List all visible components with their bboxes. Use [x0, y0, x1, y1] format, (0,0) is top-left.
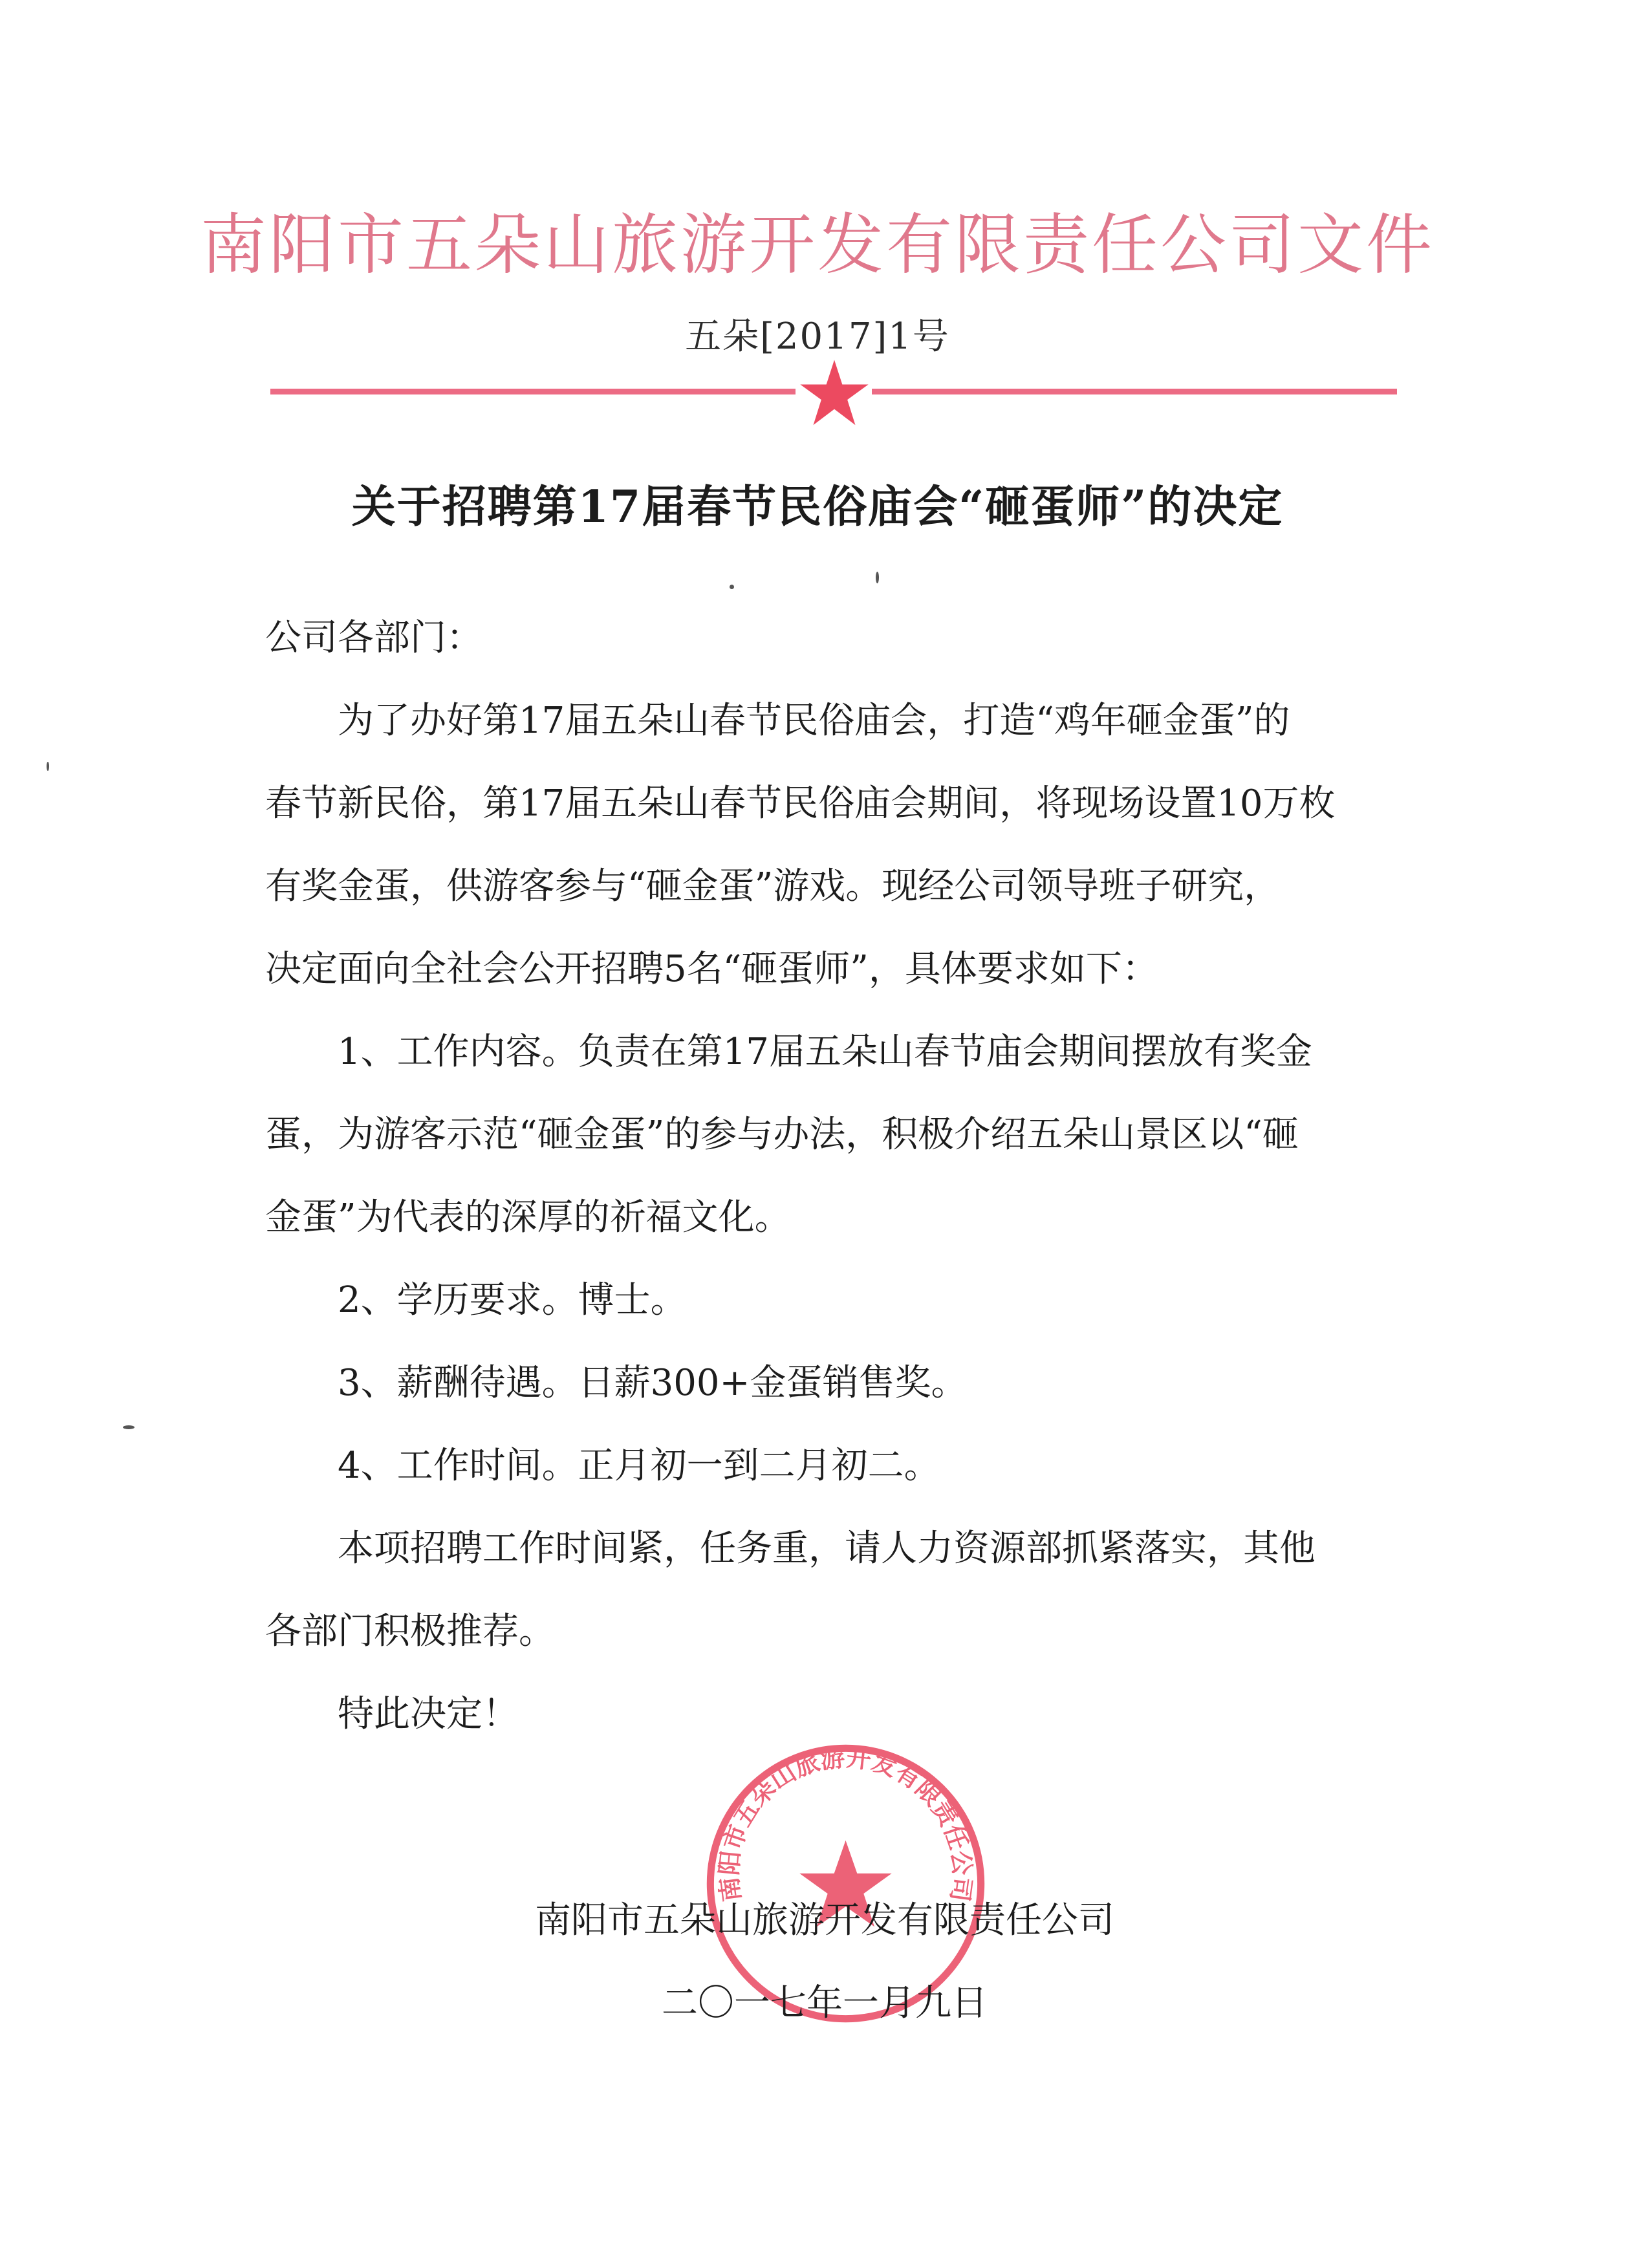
paragraph-line: 有奖金蛋，供游客参与“砸金蛋”游戏。现经公司领导班子研究， — [265, 865, 1281, 907]
document-number: 五朵[2017]1号 — [685, 316, 950, 358]
paragraph-line: 决定面向全社会公开招聘5名“砸蛋师”，具体要求如下： — [265, 948, 1158, 990]
item-line: 4、工作时间。正月初一到二月初二。 — [338, 1445, 940, 1487]
document-body — [265, 597, 1391, 1756]
salutation: 公司各部门： — [265, 617, 482, 659]
item-line: 3、薪酬待遇。日薪300+金蛋销售奖。 — [338, 1362, 968, 1404]
scan-speck — [47, 762, 49, 771]
paragraph-line: 春节新民俗，第17届五朵山春节民俗庙会期间，将现场设置10万枚 — [265, 783, 1336, 825]
item-line: 2、学历要求。博士。 — [338, 1279, 687, 1321]
signature-block — [511, 1879, 1138, 2045]
closing-line: 本项招聘工作时间紧，任务重，请人力资源部抓紧落实，其他 — [338, 1528, 1316, 1570]
red-rule-left — [270, 389, 796, 394]
paragraph-line: 为了办好第17届五朵山春节民俗庙会，打造“鸡年砸金蛋”的 — [338, 700, 1290, 742]
decision-line: 特此决定！ — [338, 1693, 519, 1735]
scan-speck — [876, 572, 879, 583]
item-line: 金蛋”为代表的深厚的祈福文化。 — [265, 1196, 791, 1238]
item-line: 蛋，为游客示范“砸金蛋”的参与办法，积极介绍五朵山景区以“砸 — [265, 1114, 1299, 1156]
signature-date: 二〇一七年一月九日 — [662, 1982, 988, 2024]
svg-text:南阳市五朵山旅游开发有限责任公司: 南阳市五朵山旅游开发有限责任公司 — [714, 1743, 977, 1904]
signature-company: 南阳市五朵山旅游开发有限责任公司 — [535, 1899, 1114, 1941]
item-line: 1、工作内容。负责在第17届五朵山春节庙会期间摆放有奖金 — [338, 1031, 1312, 1073]
star-icon — [798, 357, 871, 429]
red-rule-right — [872, 389, 1397, 394]
closing-line: 各部门积极推荐。 — [265, 1610, 555, 1652]
scan-speck — [730, 585, 734, 589]
scan-speck — [123, 1425, 135, 1429]
document-title: 关于招聘第17届春节民俗庙会“砸蛋师”的决定 — [351, 481, 1284, 533]
header-title: 南阳市五朵山旅游开发有限责任公司文件 — [200, 207, 1435, 284]
